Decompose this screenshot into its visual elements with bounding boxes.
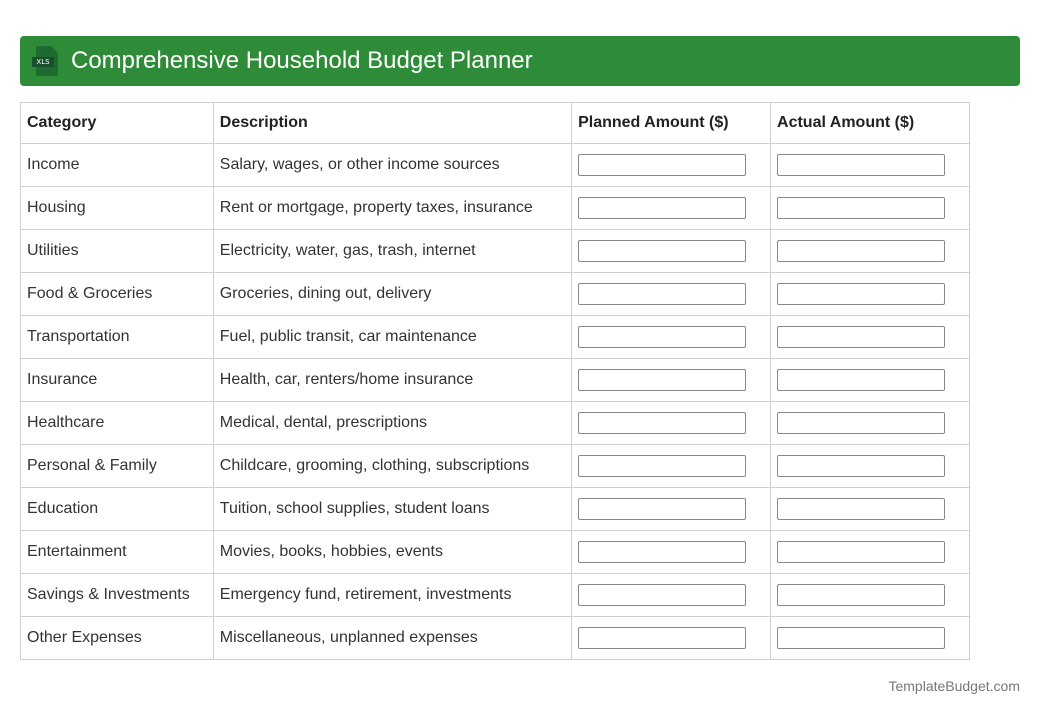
actual-amount-input[interactable] [777, 498, 945, 520]
planned-amount-input[interactable] [578, 627, 746, 649]
planned-cell [572, 445, 771, 488]
description-cell: Childcare, grooming, clothing, subscriptions [213, 445, 571, 488]
description-cell: Emergency fund, retirement, investments [213, 574, 571, 617]
planned-cell [572, 402, 771, 445]
actual-cell [771, 445, 970, 488]
planned-amount-input[interactable] [578, 455, 746, 477]
description-cell: Fuel, public transit, car maintenance [213, 316, 571, 359]
actual-amount-input[interactable] [777, 154, 945, 176]
category-cell: Transportation [21, 316, 214, 359]
table-row [21, 574, 970, 617]
description-cell: Rent or mortgage, property taxes, insurance [213, 187, 571, 230]
category-cell: Housing [21, 187, 214, 230]
table-row [21, 230, 970, 273]
header-banner [20, 36, 1020, 86]
description-cell: Health, car, renters/home insurance [213, 359, 571, 402]
description-cell: Tuition, school supplies, student loans [213, 488, 571, 531]
planned-amount-input[interactable] [578, 498, 746, 520]
table-header-row [21, 103, 970, 144]
planned-cell [572, 359, 771, 402]
actual-amount-input[interactable] [777, 326, 945, 348]
category-cell: Personal & Family [21, 445, 214, 488]
description-cell: Miscellaneous, unplanned expenses [213, 617, 571, 660]
actual-amount-input[interactable] [777, 584, 945, 606]
category-cell: Entertainment [21, 531, 214, 574]
planned-cell [572, 574, 771, 617]
column-header-planned: Planned Amount ($) [572, 103, 771, 144]
actual-amount-input[interactable] [777, 627, 945, 649]
actual-cell [771, 402, 970, 445]
category-cell: Income [21, 144, 214, 187]
description-cell: Movies, books, hobbies, events [213, 531, 571, 574]
category-cell: Utilities [21, 230, 214, 273]
planned-amount-input[interactable] [578, 369, 746, 391]
column-header-description: Description [213, 103, 571, 144]
page-title: Comprehensive Household Budget Planner [71, 47, 533, 74]
actual-cell [771, 574, 970, 617]
planned-cell [572, 230, 771, 273]
table-row [21, 488, 970, 531]
planned-cell [572, 273, 771, 316]
table-row [21, 445, 970, 488]
actual-cell [771, 316, 970, 359]
planned-amount-input[interactable] [578, 240, 746, 262]
table-row [21, 144, 970, 187]
category-cell: Healthcare [21, 402, 214, 445]
actual-cell [771, 359, 970, 402]
description-cell: Medical, dental, prescriptions [213, 402, 571, 445]
footer-brand: TemplateBudget.com [888, 678, 1020, 694]
actual-cell [771, 488, 970, 531]
actual-cell [771, 187, 970, 230]
category-cell: Savings & Investments [21, 574, 214, 617]
planned-amount-input[interactable] [578, 326, 746, 348]
actual-amount-input[interactable] [777, 455, 945, 477]
category-cell: Other Expenses [21, 617, 214, 660]
actual-amount-input[interactable] [777, 197, 945, 219]
column-header-category: Category [21, 103, 214, 144]
budget-table [20, 102, 970, 660]
table-row [21, 359, 970, 402]
category-cell: Education [21, 488, 214, 531]
planned-cell [572, 144, 771, 187]
description-cell: Groceries, dining out, delivery [213, 273, 571, 316]
table-row [21, 273, 970, 316]
planned-amount-input[interactable] [578, 283, 746, 305]
actual-cell [771, 273, 970, 316]
table-row [21, 402, 970, 445]
planned-amount-input[interactable] [578, 584, 746, 606]
planned-cell [572, 187, 771, 230]
planned-amount-input[interactable] [578, 154, 746, 176]
table-row [21, 316, 970, 359]
actual-cell [771, 144, 970, 187]
actual-cell [771, 617, 970, 660]
description-cell: Electricity, water, gas, trash, internet [213, 230, 571, 273]
column-header-actual: Actual Amount ($) [771, 103, 970, 144]
category-cell: Insurance [21, 359, 214, 402]
planned-cell [572, 316, 771, 359]
table-row [21, 187, 970, 230]
actual-amount-input[interactable] [777, 240, 945, 262]
actual-cell [771, 531, 970, 574]
table-row [21, 531, 970, 574]
table-row [21, 617, 970, 660]
category-cell: Food & Groceries [21, 273, 214, 316]
planned-amount-input[interactable] [578, 197, 746, 219]
actual-amount-input[interactable] [777, 412, 945, 434]
actual-amount-input[interactable] [777, 283, 945, 305]
planned-cell [572, 531, 771, 574]
planned-amount-input[interactable] [578, 541, 746, 563]
xls-file-icon: XLS [32, 46, 60, 76]
actual-amount-input[interactable] [777, 369, 945, 391]
planned-amount-input[interactable] [578, 412, 746, 434]
actual-cell [771, 230, 970, 273]
description-cell: Salary, wages, or other income sources [213, 144, 571, 187]
planned-cell [572, 617, 771, 660]
planned-cell [572, 488, 771, 531]
actual-amount-input[interactable] [777, 541, 945, 563]
